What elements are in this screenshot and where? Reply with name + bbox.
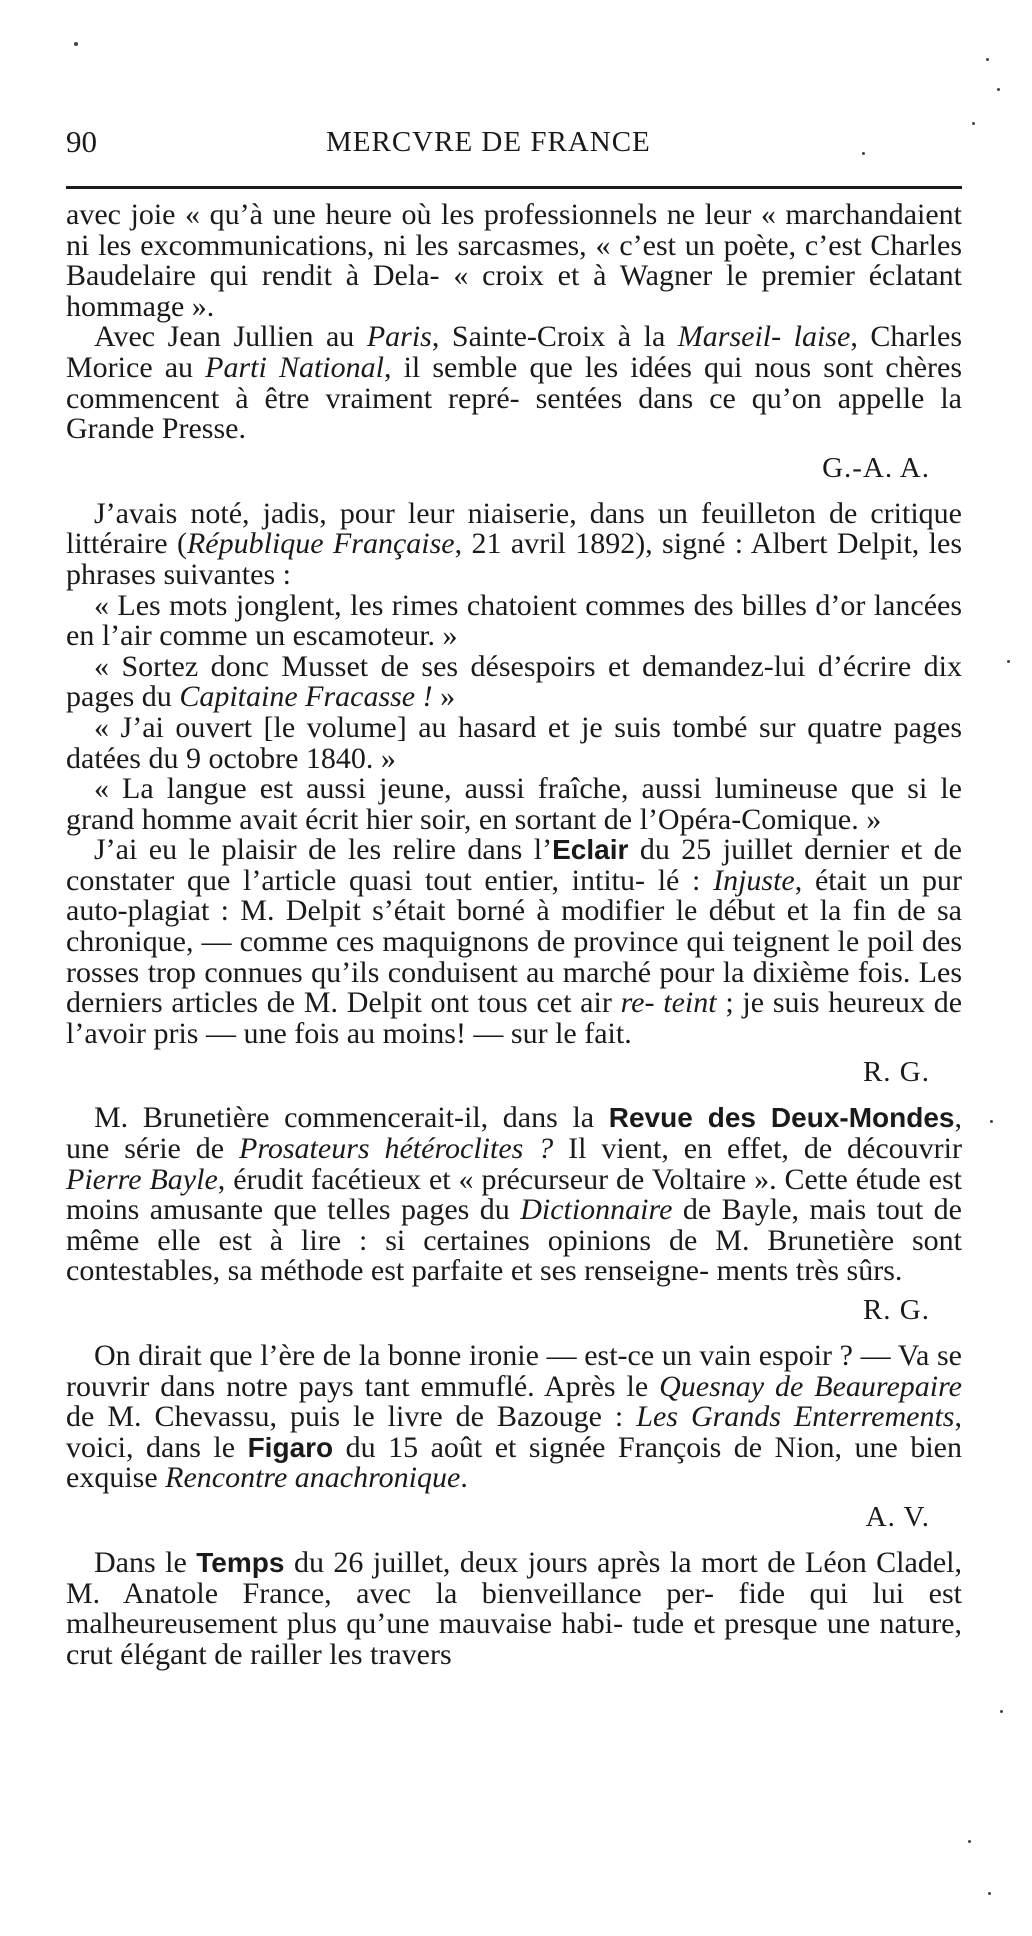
text-run: « J’ai ouvert [le volume] au hasard et je suis tombé sur quatre pages datées du 9 octobre 1840. » [66,710,962,775]
page-number: 90 [66,124,97,159]
article-signature: A. V. [865,1500,930,1533]
italic-title: Injuste [713,863,795,897]
text-run: du 15 août et signée François de Nion, une bien exquise [66,1430,962,1495]
text-run: Il vient, en effet, de découvrir [553,1132,962,1166]
text-run: , une série de [66,1101,962,1166]
paper-speck [986,58,989,61]
article-signature: R. G. [862,1294,930,1326]
italic-title: Parti National [205,350,384,384]
text-run: « La langue est aussi jeune, aussi fraîche, aussi lumineuse que si le grand homme avait écrit hier soir, en sortant de l’Opéra-Comique. » [66,772,962,836]
text-column [66,200,962,1670]
paragraph [66,835,962,1049]
text-run: , il semble que les idées qui nous sont chères commencent à être vraiment repré- sentées dans ce qu’on appelle la Grande Presse. [66,350,962,446]
bold-title: Revue des Deux-Mondes [608,1102,955,1134]
text-run: du 25 juillet dernier et de constater que l’article quasi tout entier, intitu- lé : [66,833,962,897]
text-run: ; je suis heureux de l’avoir pris — une fois au moins! — sur le fait. [66,986,963,1050]
paragraph [66,1103,962,1287]
text-run: de M. Chevassu, puis le livre de Bazouge : [66,1400,637,1434]
bold-title: Eclair [552,834,629,866]
italic-title: Pierre Bayle [66,1162,218,1196]
text-run: J’avais noté, jadis, pour leur niaiserie, dans un feuilleton de critique littéraire ( [66,496,962,561]
text-run: . [460,1461,468,1495]
text-run: » [432,680,456,714]
paragraph [66,649,962,714]
text-run: M. Brunetière commencerait-il, dans la [94,1101,609,1135]
text-run: , était un pur auto-plagiat : M. Delpit s’était borné à modifier le début et la fin de sa chronique, — comme ces maquignons de province qui teignent le poil des rosses trop connues qu’ils conduisent au marché pour la dixième fois. Les derniers articles de M. Delpit ont tous cet air [66,863,962,1020]
text-run: « Sortez donc Musset de ses désespoirs et demandez-lui d’écrire dix pages du [66,649,962,714]
text-run: , 21 avril 1892), signé : Albert Delpit, les phrases suivantes : [66,527,962,591]
paper-speck [1000,1710,1003,1713]
running-head [66,124,966,164]
paper-speck [988,1892,991,1895]
bold-title: Temps [196,1546,285,1578]
text-run: du 26 juillet, deux jours après la mort de Léon Cladel, M. Anatole France, avec la bienveillance per- fide qui lui est malheureusement plus qu’une mauvaise habi- tude et presque une nature, crut élégant de railler les travers [66,1545,962,1671]
journal-title: MERCVRE DE FRANCE [326,126,651,158]
text-run: On dirait que l’ère de la bonne ironie — est-ce un vain espoir ? — Va se rouvrir dans notre pays tant emmuflé. Après le [66,1339,962,1403]
italic-title: Capitaine Fracasse ! [179,680,433,714]
paragraph [66,1545,962,1671]
paper-speck [972,122,975,125]
italic-title: Quesnay de Beaurepaire [659,1369,962,1403]
text-run: de Bayle, mais tout de même elle est à lire : si certaines opinions de M. Brunetière sont contestables, sa méthode est parfaite et ses renseigne- ments très sûrs. [66,1193,963,1288]
paper-speck [997,88,1000,91]
italic-title: Prosateurs hétéroclites ? [239,1132,554,1166]
text-run: Avec Jean Jullien au [94,320,367,354]
text-run: Dans le [94,1545,197,1579]
paper-speck [990,1120,993,1123]
paper-speck [862,152,865,155]
italic-title: Marseil- laise [677,320,851,354]
text-run: avec joie « qu’à une heure où les professionnels ne leur « marchandaient ni les excommunications, ni les sarcasmes, « c’est un poète, c’est Charles Baudelaire qui rendit à Dela- « croix et à Wagner le premier éclatant hommage ». [66,198,962,323]
italic-title: Les Grands Enterrements [636,1400,955,1434]
bold-title: Figaro [247,1431,334,1463]
paragraph [66,710,962,775]
text-run: , Sainte-Croix à la [431,320,678,354]
paragraph [66,322,962,444]
text-run: , voici, dans le [66,1400,962,1464]
paragraph [66,200,962,322]
italic-title: Rencontre anachronique [165,1461,461,1495]
italic-title: re- teint [620,986,717,1020]
paper-speck [74,42,78,46]
text-run: « Les mots jonglent, les rimes chatoient commes des billes d’or lancées en l’air comme un escamoteur. » [66,588,962,653]
text-run: , érudit facétieux et « précurseur de Voltaire ». Cette étude est moins amusante que telles pages du [66,1162,962,1227]
paper-speck [968,1840,971,1843]
italic-title: Dictionnaire [520,1193,673,1227]
paragraph [66,496,962,591]
italic-title: République Française [186,527,455,561]
italic-title: Paris [366,320,432,354]
header-rule [66,186,962,189]
paragraph [66,588,962,653]
text-run: , Charles Morice au [66,320,962,384]
article-signature: R. G. [862,1056,930,1089]
article-signature: G.-A. A. [822,451,930,484]
paragraph [66,1341,962,1494]
text-run: J’ai eu le plaisir de les relire dans l’ [94,833,553,867]
paper-speck [1007,660,1010,663]
paragraph [66,774,962,835]
